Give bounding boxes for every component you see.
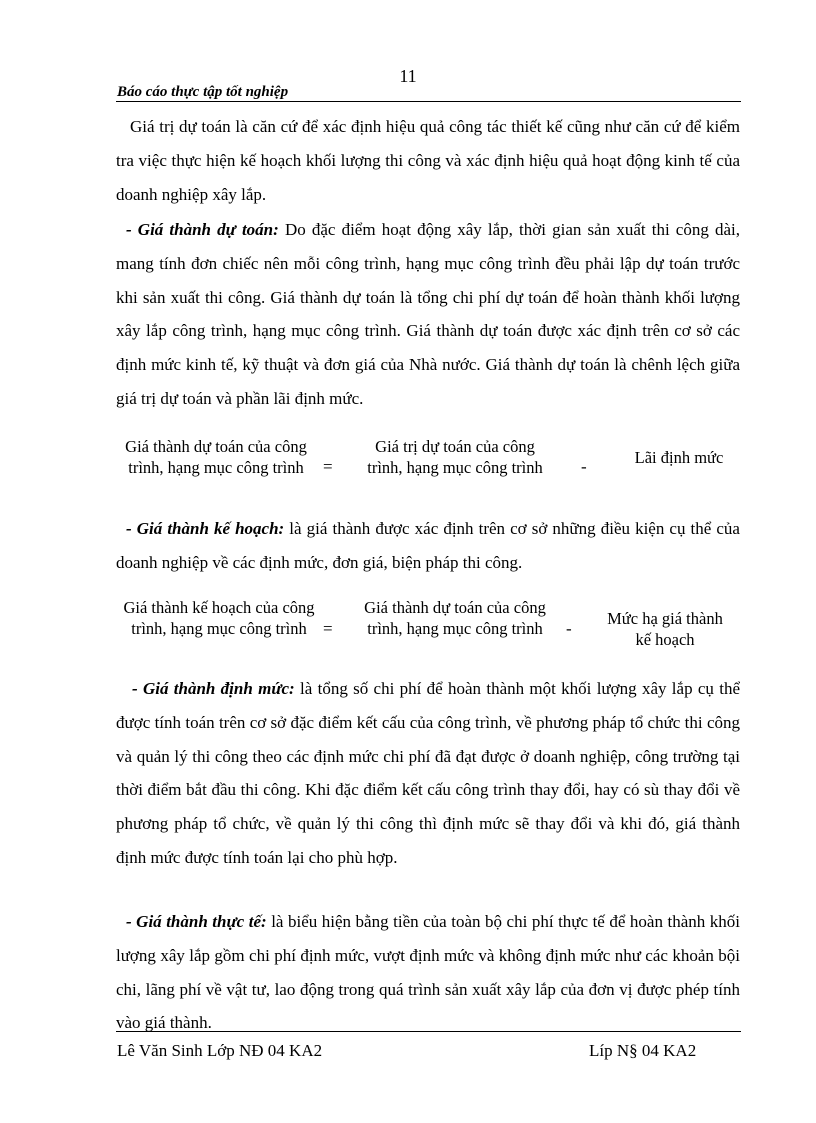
paragraph-gia-thanh-dinh-muc [116,672,740,875]
formula2-minus: - [566,619,572,638]
formula2-term1: Giá thành dự toán của công trình, hạng mục công trình [364,598,546,638]
formula1-lhs: Giá thành dự toán của công trình, hạng mục công trình [125,437,307,477]
formula2-lhs: Giá thành kế hoạch của công trình, hạng mục công trình [123,598,315,638]
footer-divider [116,1031,741,1032]
header-title: Báo cáo thực tập tốt nghiệp [117,84,289,100]
definition-gia-thanh-thuc-te: là biểu hiện bằng tiền của toàn bộ chi phí thực tế để hoàn thành khối lượng xây lắp gồm chi phí định mức, vượt định mức và không định mức như các khoản bội chi, lãng phí về vật tư, lao động trong quá trình sản xuất xây lắp của đơn vị được phép tính vào giá thành. [116,912,740,1033]
definition-gia-thanh-du-toan: Do đặc điểm hoạt động xây lắp, thời gian sản xuất thi công dài, mang tính đơn chiếc nên mỗi công trình, hạng mục công trình đều phải lập dự toán trước khi sản xuất thi công. Giá thành dự toán là tổng chi phí dự toán để hoàn thành khối lượng xây lắp công trình, hạng mục công trình. Giá thành dự toán được xác định trên cơ sở các định mức kinh tế, kỹ thuật và đơn giá của Nhà nước. Giá thành dự toán là chênh lệch giữa giá trị dự toán và phần lãi định mức. [116,220,740,408]
paragraph-gia-thanh-thuc-te [116,905,740,1040]
paragraph-gia-thanh-du-toan [116,213,740,416]
footer-class: Líp N§ 04 KA2 [589,1041,697,1060]
formula1-term2: Lãi định mức [634,448,724,467]
formula1-term1: Giá trị dự toán của công trình, hạng mục công trình [367,437,543,477]
term-gia-thanh-dinh-muc: - Giá thành định mức: [132,679,295,698]
formula1-equals: = [323,457,333,476]
formula2-equals: = [323,619,333,638]
header-divider [116,101,741,102]
formula2-term2: Mức hạ giá thành kế hoạch [607,609,723,649]
definition-gia-thanh-dinh-muc: là tổng số chi phí để hoàn thành một khối lượng xây lắp cụ thể được tính toán trên cơ sở đặc điểm kết cấu của công trình, về phương pháp tổ chức thi công và quản lý thi công theo các định mức chi phí đã đạt được ở doanh nghiệp, công trường tại thời điểm bắt đầu thi công. Khi đặc điểm kết cấu công trình thay đổi, hay có sù thay đổi về phương pháp tổ chức, về quản lý thi công thì định mức sẽ thay đổi và khi đó, giá thành định mức được tính toán lại cho phù hợp. [116,679,740,867]
paragraph-gia-tri-du-toan: Giá trị dự toán là căn cứ để xác định hiệu quả công tác thiết kế cũng như căn cứ để kiểm tra việc thực hiện kế hoạch khối lượng thi công và xác định hiệu quả hoạt động kinh tế của doanh nghiệp xây lắp. [116,117,740,204]
paragraph-gia-thanh-ke-hoach [116,512,740,580]
term-gia-thanh-ke-hoach: - Giá thành kế hoạch: [126,519,285,538]
footer-author: Lê Văn Sinh Lớp NĐ 04 KA2 [117,1041,323,1060]
term-gia-thanh-du-toan: - Giá thành dự toán: [126,220,279,239]
formula1-minus: - [581,457,587,476]
page-number: 11 [399,66,417,86]
term-gia-thanh-thuc-te: - Giá thành thực tế: [126,912,267,931]
definition-gia-thanh-ke-hoach: là giá thành được xác định trên cơ sở những điều kiện cụ thể của doanh nghiệp về các định mức, đơn giá, biện pháp thi công. [116,519,740,572]
